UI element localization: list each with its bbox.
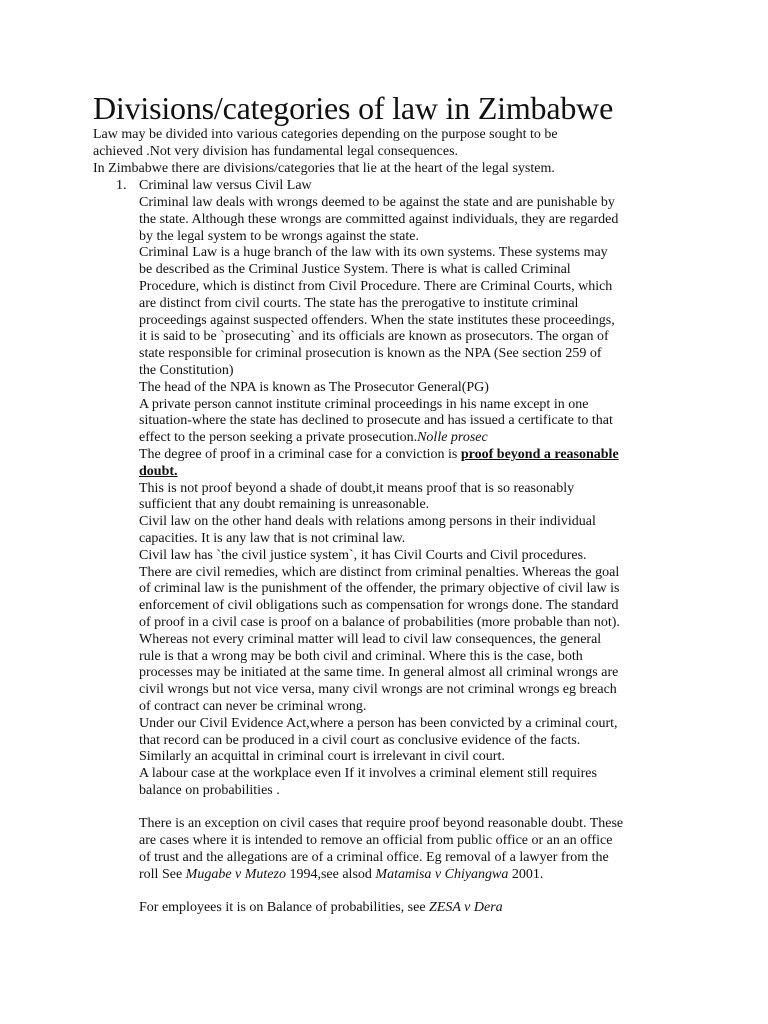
body-line: This is not proof beyond a shade of doubt,it means proof that is so reasonably	[139, 480, 575, 496]
body-text: 2001.	[508, 866, 544, 882]
body-line: A labour case at the workplace even If it involves a criminal element still requires	[139, 766, 597, 782]
body-line: of proof in a civil case is proof on a balance of probabilities (more probable than not).	[139, 614, 620, 630]
body-line: capacities. It is any law that is not criminal law.	[139, 530, 406, 546]
body-line: of criminal law is the punishment of the offender, the primary objective of civil law is	[139, 581, 620, 597]
case-name-italic: Mugabe v Mutezo	[185, 866, 286, 882]
body-line: Criminal law deals with wrongs deemed to be against the state and are punishable by	[139, 195, 615, 210]
body-line: proceedings against suspected offenders. When the state institutes these proceedings,	[139, 312, 615, 328]
body-line: that record can be produced in a civil court as conclusive evidence of the facts.	[139, 732, 581, 748]
body-line	[139, 447, 679, 464]
case-name-italic: ZESA v Dera	[429, 900, 503, 916]
body-line: enforcement of civil obligations such as compensation for wrongs done. The standard	[139, 598, 619, 614]
body-line	[139, 900, 679, 917]
body-line: Criminal Law is a huge branch of the law with its own systems. These systems may	[139, 245, 608, 261]
intro-paragraph	[93, 127, 693, 177]
proof-standard-emphasis: doubt.	[139, 463, 178, 479]
body-line: processes may be initiated at the same time. In general almost all criminal wrongs are	[139, 665, 619, 681]
intro-line: achieved .Not very division has fundamental legal consequences.	[93, 143, 459, 159]
body-line: sufficient that any doubt remaining is unreasonable.	[139, 497, 430, 513]
body-line: civil wrongs but not vice versa, many civil wrongs are not criminal wrongs eg breach	[139, 682, 617, 698]
body-line: the Constitution)	[139, 362, 234, 378]
paragraph-gap	[139, 884, 679, 901]
section-heading: Criminal law versus Civil Law	[139, 178, 312, 193]
intro-line: In Zimbabwe there are divisions/categories that lie at the heart of the legal system.	[93, 160, 555, 176]
proof-standard-emphasis: proof beyond a reasonable	[460, 446, 619, 462]
body-line: Procedure, which is distinct from Civil Procedure. There are Criminal Courts, which	[139, 278, 613, 294]
body-text: The degree of proof in a criminal case for a conviction is	[139, 446, 461, 462]
paragraph-gap	[139, 800, 679, 817]
document-title: Divisions/categories of law in Zimbabwe	[93, 90, 614, 126]
body-line: balance on probabilities .	[139, 782, 280, 798]
body-line	[139, 867, 679, 884]
body-line: are cases where it is intended to remove an official from public office or an an office	[139, 833, 613, 849]
body-line: A private person cannot institute criminal proceedings in his name except in one	[139, 396, 589, 412]
body-line: Whereas not every criminal matter will lead to civil law consequences, the general	[139, 631, 602, 647]
body-text: 1994,see alsod	[285, 866, 376, 882]
body-line: are distinct from civil courts. The state has the prerogative to institute criminal	[139, 295, 579, 311]
body-line: Under our Civil Evidence Act,where a person has been convicted by a criminal court,	[139, 715, 618, 731]
case-name-italic: Matamisa v Chiyangwa	[375, 866, 509, 882]
body-text: For employees it is on Balance of probabilities, see	[139, 900, 430, 916]
body-text: roll See	[139, 866, 186, 882]
body-line: the state. Although these wrongs are committed against individuals, they are regarded	[139, 211, 619, 227]
body-line: rule is that a wrong may be both civil and criminal. Where this is the case, both	[139, 648, 583, 664]
intro-line: Law may be divided into various categories depending on the purpose sought to be	[93, 127, 558, 142]
body-line: Civil law on the other hand deals with relations among persons in their individual	[139, 514, 596, 530]
body-line: by the legal system to be wrongs against the state.	[139, 228, 419, 244]
body-line: it is said to be `prosecuting` and its officials are known as prosecutors. The organ of	[139, 329, 609, 345]
body-line	[139, 464, 679, 481]
body-line: state responsible for criminal prosecution is known as the NPA (See section 259 of	[139, 346, 602, 362]
body-line: of contract can never be criminal wrong.	[139, 698, 367, 714]
list-number: 1.	[116, 178, 127, 193]
section-body	[139, 195, 679, 917]
body-line: The head of the NPA is known as The Prosecutor General(PG)	[139, 379, 489, 395]
body-line: There are civil remedies, which are distinct from criminal penalties. Whereas the goal	[139, 564, 620, 580]
body-line	[139, 430, 679, 447]
body-line: Civil law has `the civil justice system`, it has Civil Courts and Civil procedures.	[139, 547, 587, 563]
case-name-italic: Nolle prosec	[417, 430, 488, 446]
body-line: situation-where the state has declined to prosecute and has issued a certificate to that	[139, 413, 613, 429]
body-line: Similarly an acquittal in criminal court is irrelevant in civil court.	[139, 749, 505, 765]
body-text: effect to the person seeking a private prosecution.	[139, 430, 418, 446]
body-line: of trust and the allegations are of a criminal office. Eg removal of a lawyer from the	[139, 850, 609, 866]
body-line: There is an exception on civil cases that require proof beyond reasonable doubt. These	[139, 816, 624, 832]
body-line: be described as the Criminal Justice System. There is what is called Criminal	[139, 262, 571, 278]
